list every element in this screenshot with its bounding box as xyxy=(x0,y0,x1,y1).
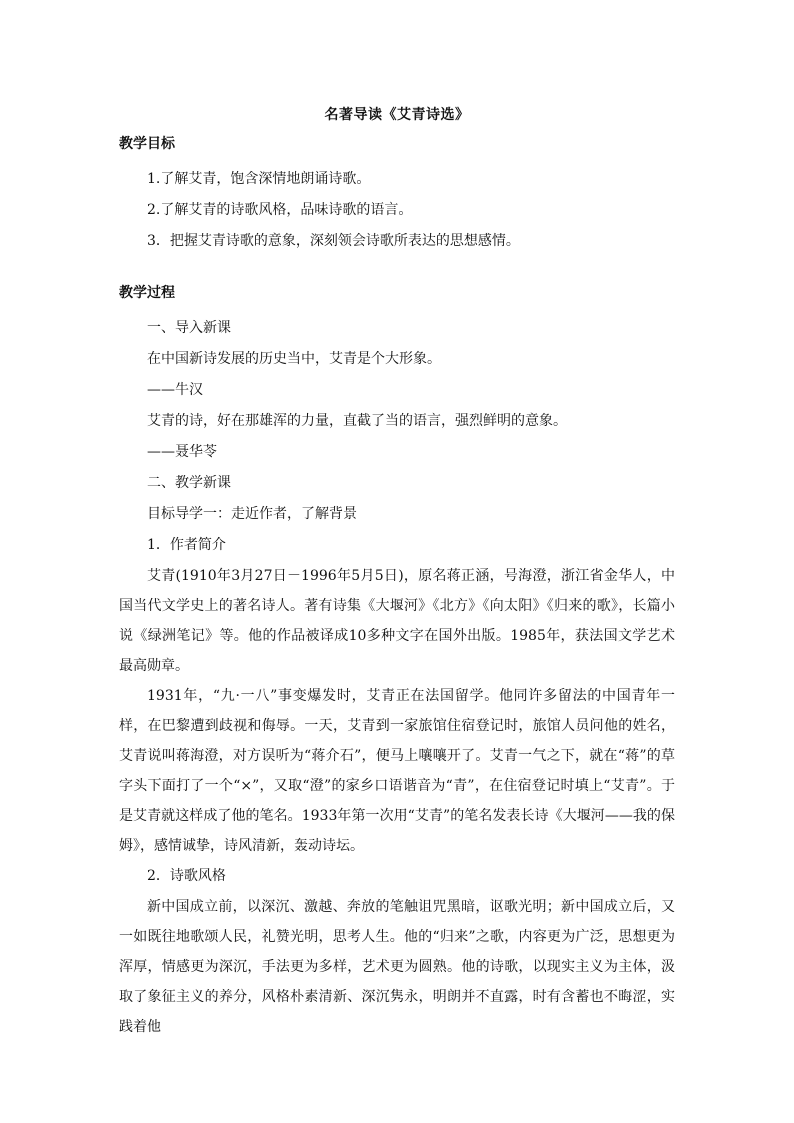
part2-label: 二、教学新课 xyxy=(147,475,231,491)
section-heading-goals: 教学目标 xyxy=(119,136,175,152)
part1-label: 一、导入新课 xyxy=(147,320,231,336)
quote-2: 艾青的诗，好在那雄浑的力量，直截了当的语言，强烈鲜明的意象。 xyxy=(147,413,567,429)
subheading-author-intro: 1．作者简介 xyxy=(147,537,226,553)
section-heading-process: 教学过程 xyxy=(119,285,175,301)
quote-1: 在中国新诗发展的历史当中，艾青是个大形象。 xyxy=(147,351,441,367)
goal-item-1: 1.了解艾青，饱含深情地朗诵诗歌。 xyxy=(147,171,371,187)
quote-2-author: ——聂华苓 xyxy=(147,444,217,460)
document-title: 名著导读《艾青诗选》 xyxy=(324,107,470,123)
goal-item-2: 2.了解艾青的诗歌风格，品味诗歌的语言。 xyxy=(147,202,413,218)
goal-item-3: 3．把握艾青诗歌的意象，深刻领会诗歌所表达的思想感情。 xyxy=(147,233,520,249)
goal-guide-1: 目标导学一：走近作者，了解背景 xyxy=(147,506,357,522)
paragraph-pen-name: 1931年，“九·一八”事变爆发时，艾青正在法国留学。他同许多留法的中国青年一样，在巴黎遭到歧视和侮辱。一天，艾青到一家旅馆住宿登记时，旅馆人员问他的姓名，艾青说叫蒋海澄，对方误听为“蒋介石”，便马上嚷嚷开了。艾青一气之下，就在“蒋”的草字头下面打了一个“×”，又取“澄”的家乡口语谐音为“青”，在住宿登记时填上“艾青”。于是艾青就这样成了他的笔名。1933年第一次用“艾青”的笔名发表长诗《大堰河——我的保姆》，感情诚挚，诗风清新，轰动诗坛。 xyxy=(119,688,675,854)
document-body xyxy=(119,134,675,1042)
paragraph-poetry-style: 新中国成立前，以深沉、激越、奔放的笔触诅咒黑暗，讴歌光明；新中国成立后，又一如既往地歌颂人民，礼赞光明，思考人生。他的“归来”之歌，内容更为广泛，思想更为浑厚，情感更为深沉，手法更为多样，艺术更为圆熟。他的诗歌，以现实主义为主体，汲取了象征主义的养分，风格朴素清新、深沉隽永，明朗并不直露，时有含蓄也不晦涩，实践着他 xyxy=(119,899,675,1035)
subheading-poetry-style: 2．诗歌风格 xyxy=(147,868,226,884)
quote-1-author: ——牛汉 xyxy=(147,382,203,398)
paragraph-author-bio: 艾青(1910年3月27日－1996年5月5日)，原名蒋正涵，号海澄，浙江省金华人，中国当代文学史上的著名诗人。著有诗集《大堰河》《北方》《向太阳》《归来的歌》，长篇小说《绿洲笔记》等。他的作品被译成10多种文字在国外出版。1985年，获法国文学艺术最高勋章。 xyxy=(119,568,675,674)
